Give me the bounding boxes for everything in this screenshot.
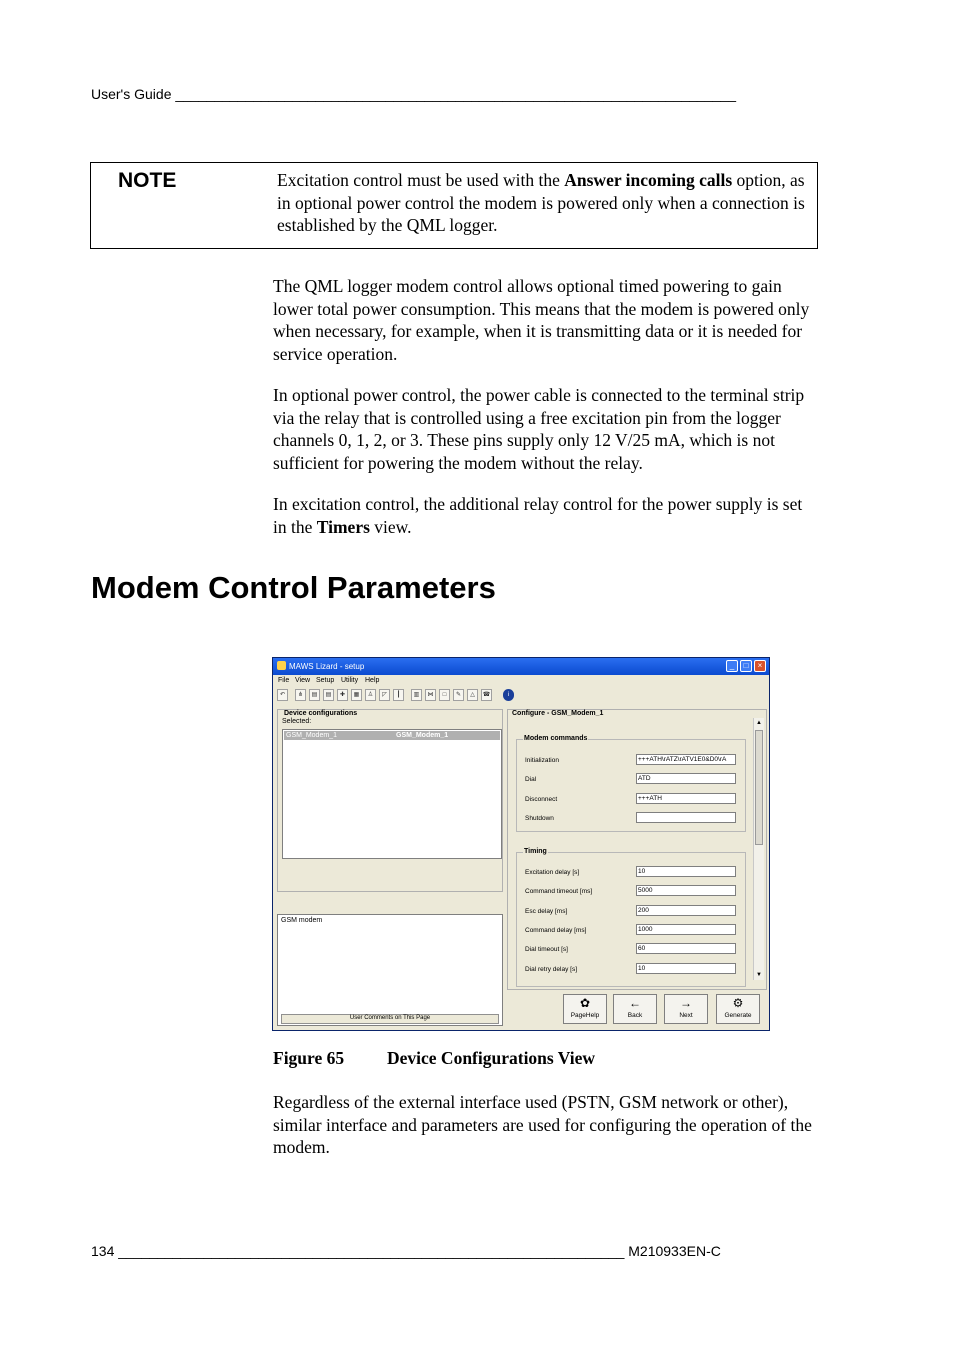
menu-bar bbox=[273, 675, 769, 688]
field-label-command-timeout: Command timeout [ms] bbox=[525, 888, 593, 895]
paragraph-4: Regardless of the external interface used (PSTN, GSM network or other), similar interface and parameters are used for configuring the operation of the modem. bbox=[273, 1092, 812, 1157]
configure-panel bbox=[507, 709, 767, 990]
scroll-thumb[interactable] bbox=[755, 730, 763, 845]
modem-commands-label: Modem commands bbox=[524, 735, 588, 742]
back-button[interactable] bbox=[613, 994, 657, 1024]
note-text bbox=[277, 169, 815, 237]
undo-icon[interactable]: ↶ bbox=[277, 689, 288, 701]
shutdown-input[interactable] bbox=[636, 812, 736, 823]
field-label-excitation-delay: Excitation delay [s] bbox=[525, 869, 580, 876]
note-label: NOTE bbox=[118, 169, 177, 192]
close-button[interactable]: × bbox=[754, 660, 766, 672]
initialization-input[interactable]: +++ATH\rATZ\rATV1E0&D0\rA bbox=[636, 754, 736, 765]
paragraph-2: In optional power control, the power cable is connected to the terminal strip via the relay that is controlled using a free excitation pin from the logger channels 0, 1, 2, or 3. These pins supply only 12 V/25 mA, which is not sufficient for powering the modem without the relay. bbox=[273, 385, 805, 473]
field-label-command-delay: Command delay [ms] bbox=[525, 927, 587, 934]
back-arrow-icon: ← bbox=[629, 996, 641, 1010]
flag-icon[interactable]: ✚ bbox=[337, 689, 348, 701]
command-delay-input[interactable]: 1000 bbox=[636, 924, 736, 935]
comments-text: GSM modem bbox=[281, 917, 323, 924]
next-arrow-icon: → bbox=[680, 996, 692, 1010]
footer-rule: _________________________________________________________________ bbox=[118, 1243, 625, 1259]
device-configurations-label: Device configurations bbox=[284, 710, 358, 717]
page-icon[interactable]: □ bbox=[439, 689, 450, 701]
paragraph-3-post: view. bbox=[369, 516, 412, 537]
scroll-up-icon[interactable]: ▲ bbox=[756, 720, 762, 726]
paragraph-3-bold: Timers bbox=[316, 516, 370, 537]
note-text-post: option, as in optional power control the modem is powered only when a connection is established by the QML logger. bbox=[277, 170, 805, 235]
grid-icon[interactable]: ▦ bbox=[351, 689, 362, 701]
modem-commands-group bbox=[516, 735, 746, 832]
comments-box[interactable] bbox=[277, 914, 503, 1026]
info-icon[interactable]: i bbox=[503, 689, 514, 701]
paragraph-3-pre: In excitation control, the additional relay control for the power supply is set in the bbox=[273, 494, 803, 537]
configure-label: Configure - GSM_Modem_1 bbox=[512, 710, 604, 717]
field-label-disconnect: Disconnect bbox=[525, 796, 558, 803]
title-bar bbox=[273, 658, 769, 675]
field-label-esc-delay: Esc delay [ms] bbox=[525, 908, 568, 915]
scroll-down-icon[interactable]: ▼ bbox=[756, 972, 762, 978]
dial-retry-delay-input[interactable]: 10 bbox=[636, 963, 736, 974]
disconnect-input[interactable]: +++ATH bbox=[636, 793, 736, 804]
esc-delay-input[interactable]: 200 bbox=[636, 905, 736, 916]
paragraph-3 bbox=[273, 493, 818, 538]
field-label-dial-retry-delay: Dial retry delay [s] bbox=[525, 966, 578, 973]
chart-icon[interactable]: ▥ bbox=[411, 689, 422, 701]
generate-button[interactable] bbox=[716, 994, 760, 1024]
menu-file[interactable]: File bbox=[278, 677, 290, 684]
field-label-shutdown: Shutdown bbox=[525, 815, 554, 822]
pagehelp-label: PageHelp bbox=[570, 1012, 600, 1019]
figure-title: Device Configurations View bbox=[387, 1048, 596, 1068]
app-icon bbox=[277, 661, 286, 670]
user-comments-button[interactable]: User Comments on This Page bbox=[281, 1014, 499, 1024]
back-label: Back bbox=[627, 1012, 643, 1019]
next-button[interactable] bbox=[664, 994, 708, 1024]
menu-view[interactable]: View bbox=[295, 677, 311, 684]
window-title: MAWS Lizard - setup bbox=[289, 662, 365, 671]
figure-caption bbox=[273, 1048, 596, 1069]
tower-icon[interactable]: ┃ bbox=[393, 689, 404, 701]
toolbar bbox=[275, 689, 769, 704]
menu-setup[interactable]: Setup bbox=[316, 677, 335, 684]
menu-utility[interactable]: Utility bbox=[341, 677, 359, 684]
list-item-value: GSM_Modem_1 bbox=[396, 732, 449, 739]
person-icon[interactable]: ♙ bbox=[365, 689, 376, 701]
tree-icon[interactable]: ⋈ bbox=[425, 689, 436, 701]
excitation-delay-input[interactable]: 10 bbox=[636, 866, 736, 877]
note-text-bold: Answer incoming calls bbox=[564, 170, 733, 190]
phone-icon[interactable]: ☎ bbox=[481, 689, 492, 701]
vertical-scrollbar[interactable] bbox=[753, 718, 764, 980]
minimize-button[interactable]: _ bbox=[726, 660, 738, 672]
list-item-name: GSM_Modem_1 bbox=[286, 732, 337, 739]
dial-timeout-input[interactable]: 60 bbox=[636, 943, 736, 954]
timing-group bbox=[516, 848, 746, 987]
device-configurations-panel bbox=[277, 709, 503, 892]
timing-label: Timing bbox=[524, 848, 547, 855]
field-label-dial: Dial bbox=[525, 776, 537, 783]
pen-icon[interactable]: ✎ bbox=[453, 689, 464, 701]
field-label-dial-timeout: Dial timeout [s] bbox=[525, 946, 568, 953]
gauge-icon[interactable]: ◸ bbox=[379, 689, 390, 701]
pagehelp-button[interactable] bbox=[563, 994, 607, 1024]
next-label: Next bbox=[679, 1012, 693, 1019]
running-header bbox=[91, 86, 736, 102]
field-label-initialization: Initialization bbox=[525, 757, 559, 764]
selected-label: Selected: bbox=[282, 718, 312, 725]
device-icon[interactable]: ▤ bbox=[309, 689, 320, 701]
dial-input[interactable]: ATD bbox=[636, 773, 736, 784]
list-item[interactable] bbox=[284, 731, 500, 740]
generate-icon: ⚙ bbox=[732, 996, 744, 1010]
paragraph-1: The QML logger modem control allows optional timed powering to gain lower total power consumption. This means that the modem is powered only when necessary, for example, when it is transmitting data or it is needed for service operation. bbox=[273, 276, 810, 364]
page-number: 134 bbox=[91, 1243, 115, 1259]
header-title: User's Guide bbox=[91, 86, 172, 102]
pagehelp-icon: ✿ bbox=[579, 996, 591, 1010]
app-window bbox=[272, 657, 770, 1031]
menu-help[interactable]: Help bbox=[365, 677, 380, 684]
device-list[interactable] bbox=[282, 729, 502, 859]
note-text-pre: Excitation control must be used with the bbox=[277, 170, 565, 190]
section-title: Modem Control Parameters bbox=[91, 570, 496, 605]
device-icon-2[interactable]: ▤ bbox=[323, 689, 334, 701]
bell-icon[interactable]: △ bbox=[467, 689, 478, 701]
header-rule: ________________________________________________________________________ bbox=[175, 86, 736, 102]
page-footer bbox=[91, 1243, 818, 1259]
document-code: M210933EN-C bbox=[628, 1243, 721, 1259]
generate-label: Generate bbox=[724, 1012, 752, 1019]
command-timeout-input[interactable]: 5000 bbox=[636, 885, 736, 896]
network-icon[interactable]: ⋔ bbox=[295, 689, 306, 701]
figure-number: Figure 65 bbox=[273, 1048, 345, 1068]
maximize-button[interactable]: □ bbox=[740, 660, 752, 672]
